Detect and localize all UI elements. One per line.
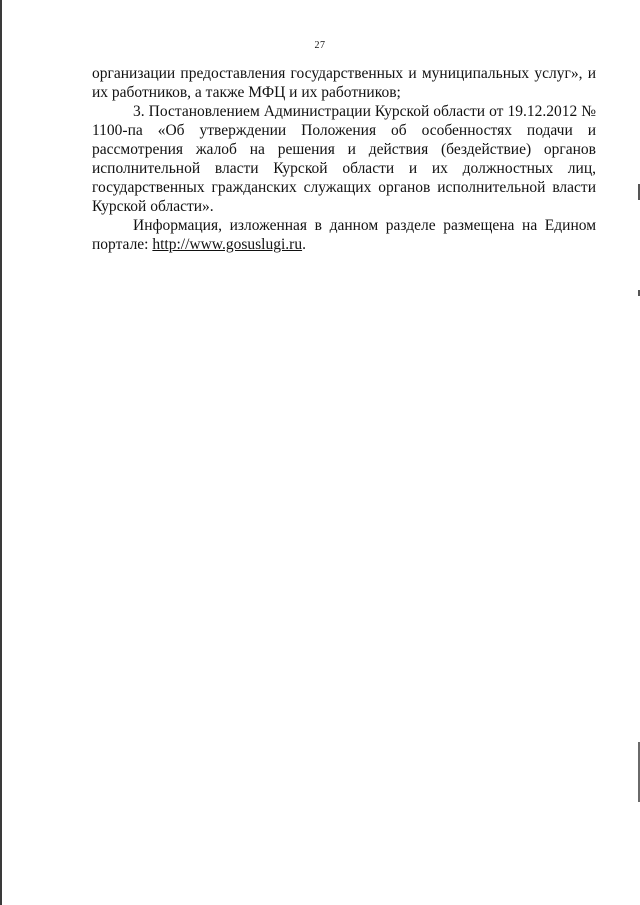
portal-link[interactable]: http://www.gosuslugi.ru	[152, 236, 303, 253]
scan-edge-left	[0, 0, 2, 905]
paragraph-information	[92, 216, 596, 254]
paragraph-continuation: организации предоставления государственных и муниципальных услуг», и их работников, а также МФЦ и их работников;	[92, 65, 596, 101]
page-number: 27	[314, 40, 326, 51]
paragraph-information-text: Информация, изложенная в данном разделе размещена на Едином портале:	[92, 217, 596, 253]
paragraph-resolution: 3. Постановлением Администрации Курской области от 19.12.2012 № 1100-па «Об утверждении Положения об особенностях подачи и рассмотрения жалоб на решения и действия (бездействие) органов исполнительной власти Курской области и их должностных лиц, государственных гражданских служащих органов исполнительной власти Курской области».	[92, 103, 596, 215]
paragraph-information-end: .	[302, 236, 306, 253]
document-body	[92, 64, 596, 254]
